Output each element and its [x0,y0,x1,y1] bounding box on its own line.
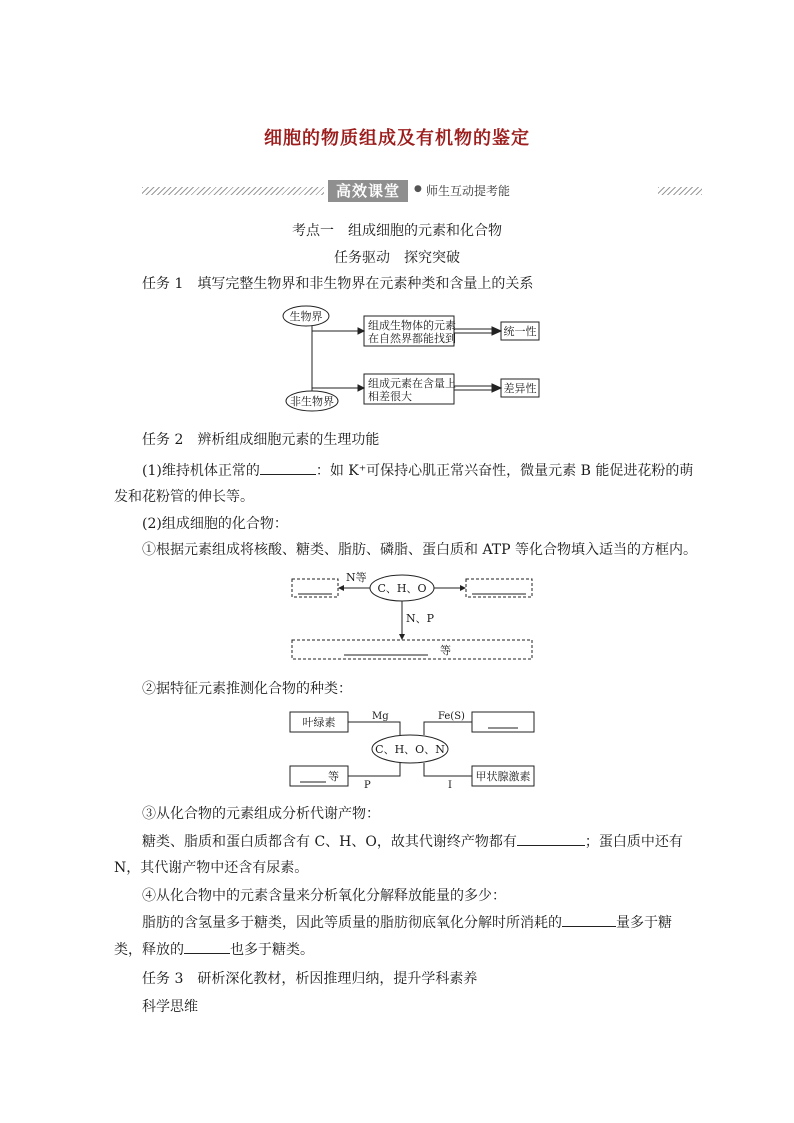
label-nonliving-world: 非生物界 [290,395,334,408]
task2-item1: ①根据元素组成将核酸、糖类、脂肪、磷脂、蛋白质和 ATP 等化合物填入适当的方框内。 [142,542,698,558]
banner-hatch-left [142,187,324,195]
box-answer-fe[interactable] [472,712,534,732]
task2-item4-d: 也多于糖类。 [230,942,314,958]
label-bottom-left-suffix: 等 [328,770,339,783]
dashed-box-bottom[interactable] [292,640,532,659]
task3-sub: 科学思维 [142,999,198,1015]
label-bottom-suffix: 等 [440,644,451,657]
task3-heading: 任务 3 研析深化教材，析因推理归纳，提升学科素养 [142,971,478,987]
task2-item4-line2 [114,938,684,962]
section-heading: 考点一 组成细胞的元素和化合物 [292,223,502,239]
blank-consumed[interactable] [562,912,616,927]
label-p: P [364,780,371,790]
box1-line1: 组成生物体的元素 [368,319,456,332]
box-answer-p[interactable] [290,766,348,786]
result-diversity: 差异性 [503,382,537,395]
element-diagram [288,708,538,790]
task2-item3-a: 糖类、脂质和蛋白质都含有 C、H、O，故其代谢终产物都有 [142,834,517,850]
compound-diagram [288,570,538,664]
banner-tag: 高效课堂 [328,180,408,202]
blank-end-products[interactable] [517,831,585,846]
task2-p1-b: ：如 K⁺可保持心肌正常兴奋性，微量元素 B 能促进花粉的萌 [315,463,694,479]
label-chlorophyll: 叶绿素 [302,716,336,729]
task2-item4: ④从化合物中的元素含量来分析氧化分解释放能量的多少： [142,888,506,904]
task2-item4-a: 脂肪的含氢量多于糖类，因此等质量的脂肪彻底氧化分解时所消耗的 [142,915,562,931]
result-unity: 统一性 [503,325,537,338]
box1-line2: 在自然界都能找到 [368,332,456,345]
blank-function[interactable] [260,460,316,475]
label-chon: C、H、O、N [375,743,445,756]
task2-item3: ③从化合物的元素组成分析代谢产物： [142,806,380,822]
label-n-etc: N等 [346,571,367,584]
task2-item3-b: ；蛋白质中还有 [584,834,683,850]
task2-item4-c: 类，释放的 [114,942,184,958]
section-banner [142,180,702,202]
label-fe-s: Fe(S) [438,711,465,722]
task2-p1-a: (1)维持机体正常的 [142,463,260,479]
task2-item3-line1 [142,830,702,854]
task2-item4-line1 [142,911,702,935]
task2-p1-first-line [142,459,702,483]
task2-p2: (2)组成细胞的化合物： [142,516,288,532]
label-cho: C、H、O [377,582,427,595]
label-living-world: 生物界 [289,310,323,323]
label-n-p: N、P [406,612,435,625]
banner-dot: ● [414,184,422,194]
page-title: 细胞的物质组成及有机物的鉴定 [264,128,530,149]
subheading: 任务驱动 探究突破 [334,250,460,266]
task1-diagram [280,302,550,414]
task1-heading: 任务 1 填写完整生物界和非生物界在元素种类和含量上的关系 [142,276,534,292]
task2-heading: 任务 2 辨析组成细胞元素的生理功能 [142,432,380,448]
blank-released[interactable] [184,939,230,954]
label-thyroxine: 甲状腺激素 [475,770,531,783]
box2-line2: 相差很大 [368,390,412,403]
label-i: I [448,780,452,790]
banner-hatch-right [658,187,702,195]
task2-p1-c: 发和花粉管的伸长等。 [114,489,254,505]
task2-item2: ②据特征元素推测化合物的种类： [142,681,352,697]
task2-item3-c: N，其代谢产物中还含有尿素。 [114,860,309,876]
label-mg: Mg [372,711,389,722]
banner-subtitle: 师生互动提考能 [426,184,511,198]
task2-item4-b: 量多于糖 [616,915,672,931]
box2-line1: 组成元素在含量上 [368,377,456,390]
